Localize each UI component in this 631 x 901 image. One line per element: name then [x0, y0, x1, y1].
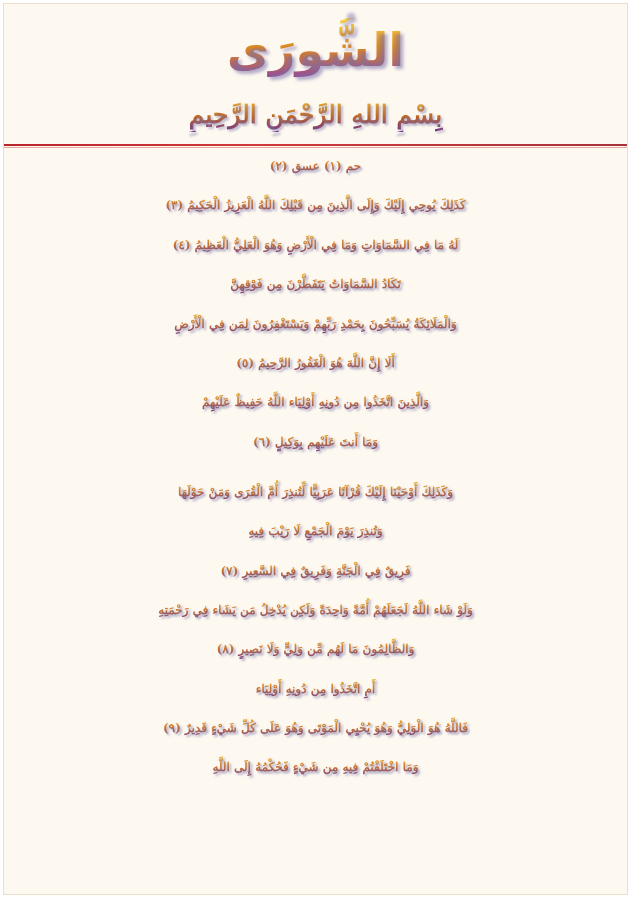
verse-line: لَهُ مَا فِي السَّمَاوَاتِ وَمَا فِي الْأَرْضِ وَهُوَ الْعَلِيُّ الْعَظِيمُ (٤) [4, 233, 627, 257]
verse-line: فَاللَّهُ هُوَ الْوَلِيُّ وَهُوَ يُحْيِي الْمَوْتَى وَهُوَ عَلَى كُلِّ شَيْءٍ قَدِيرٌ (٩) [4, 716, 627, 740]
basmala: بِسْمِ اللهِ الرَّحْمَنِ الرَّحِيمِ [4, 98, 627, 132]
surah-title: الشُّورَى [4, 18, 627, 82]
verse-line: حم (١) عسق (٢) [4, 154, 627, 178]
header-divider [4, 144, 627, 146]
verse-line: فَرِيقٌ فِي الْجَنَّةِ وَفَرِيقٌ فِي السَّعِيرِ (٧) [4, 559, 627, 583]
verse-line: وَتُنذِرَ يَوْمَ الْجَمْعِ لَا رَيْبَ فِيهِ [4, 519, 627, 543]
header-divider-shadow [4, 147, 627, 148]
verse-line: وَالَّذِينَ اتَّخَذُوا مِن دُونِهِ أَوْلِيَاء اللَّهُ حَفِيظٌ عَلَيْهِمْ [4, 390, 627, 414]
verse-line: وَكَذَلِكَ أَوْحَيْنَا إِلَيْكَ قُرْآنًا عَرَبِيًّا لِّتُنذِرَ أُمَّ الْقُرَى وَمَنْ حَوْلَهَا [4, 480, 627, 504]
surah-header [4, 4, 627, 146]
verse-line: وَمَا اخْتَلَفْتُمْ فِيهِ مِن شَيْءٍ فَحُكْمُهُ إِلَى اللَّهِ [4, 755, 627, 779]
verse-line: أَلَا إِنَّ اللَّهَ هُوَ الْغَفُورُ الرَّحِيمُ (٥) [4, 351, 627, 375]
verse-line: وَمَا أَنتَ عَلَيْهِم بِوَكِيلٍ (٦) [4, 430, 627, 454]
document-page [3, 3, 628, 895]
verse-line: وَالظَّالِمُونَ مَا لَهُم مِّن وَلِيٍّ وَلَا نَصِيرٍ (٨) [4, 637, 627, 661]
verse-line: كَذَلِكَ يُوحِي إِلَيْكَ وَإِلَى الَّذِينَ مِن قَبْلِكَ اللَّهُ الْعَزِيزُ الْحَكِيمُ (٣) [4, 193, 627, 217]
verse-list [4, 154, 627, 795]
verse-line: وَلَوْ شَاء اللَّهُ لَجَعَلَهُمْ أُمَّةً وَاحِدَةً وَلَكِن يُدْخِلُ مَن يَشَاء فِي رَحْمَتِهِ [4, 598, 627, 622]
verse-line: أَمِ اتَّخَذُوا مِن دُونِهِ أَوْلِيَاء [4, 677, 627, 701]
verse-line: تَكَادُ السَّمَاوَاتُ يَتَفَطَّرْنَ مِن فَوْقِهِنَّ [4, 272, 627, 296]
verse-line: وَالْمَلَائِكَةُ يُسَبِّحُونَ بِحَمْدِ رَبِّهِمْ وَيَسْتَغْفِرُونَ لِمَن فِي الْأَرْضِ [4, 312, 627, 336]
